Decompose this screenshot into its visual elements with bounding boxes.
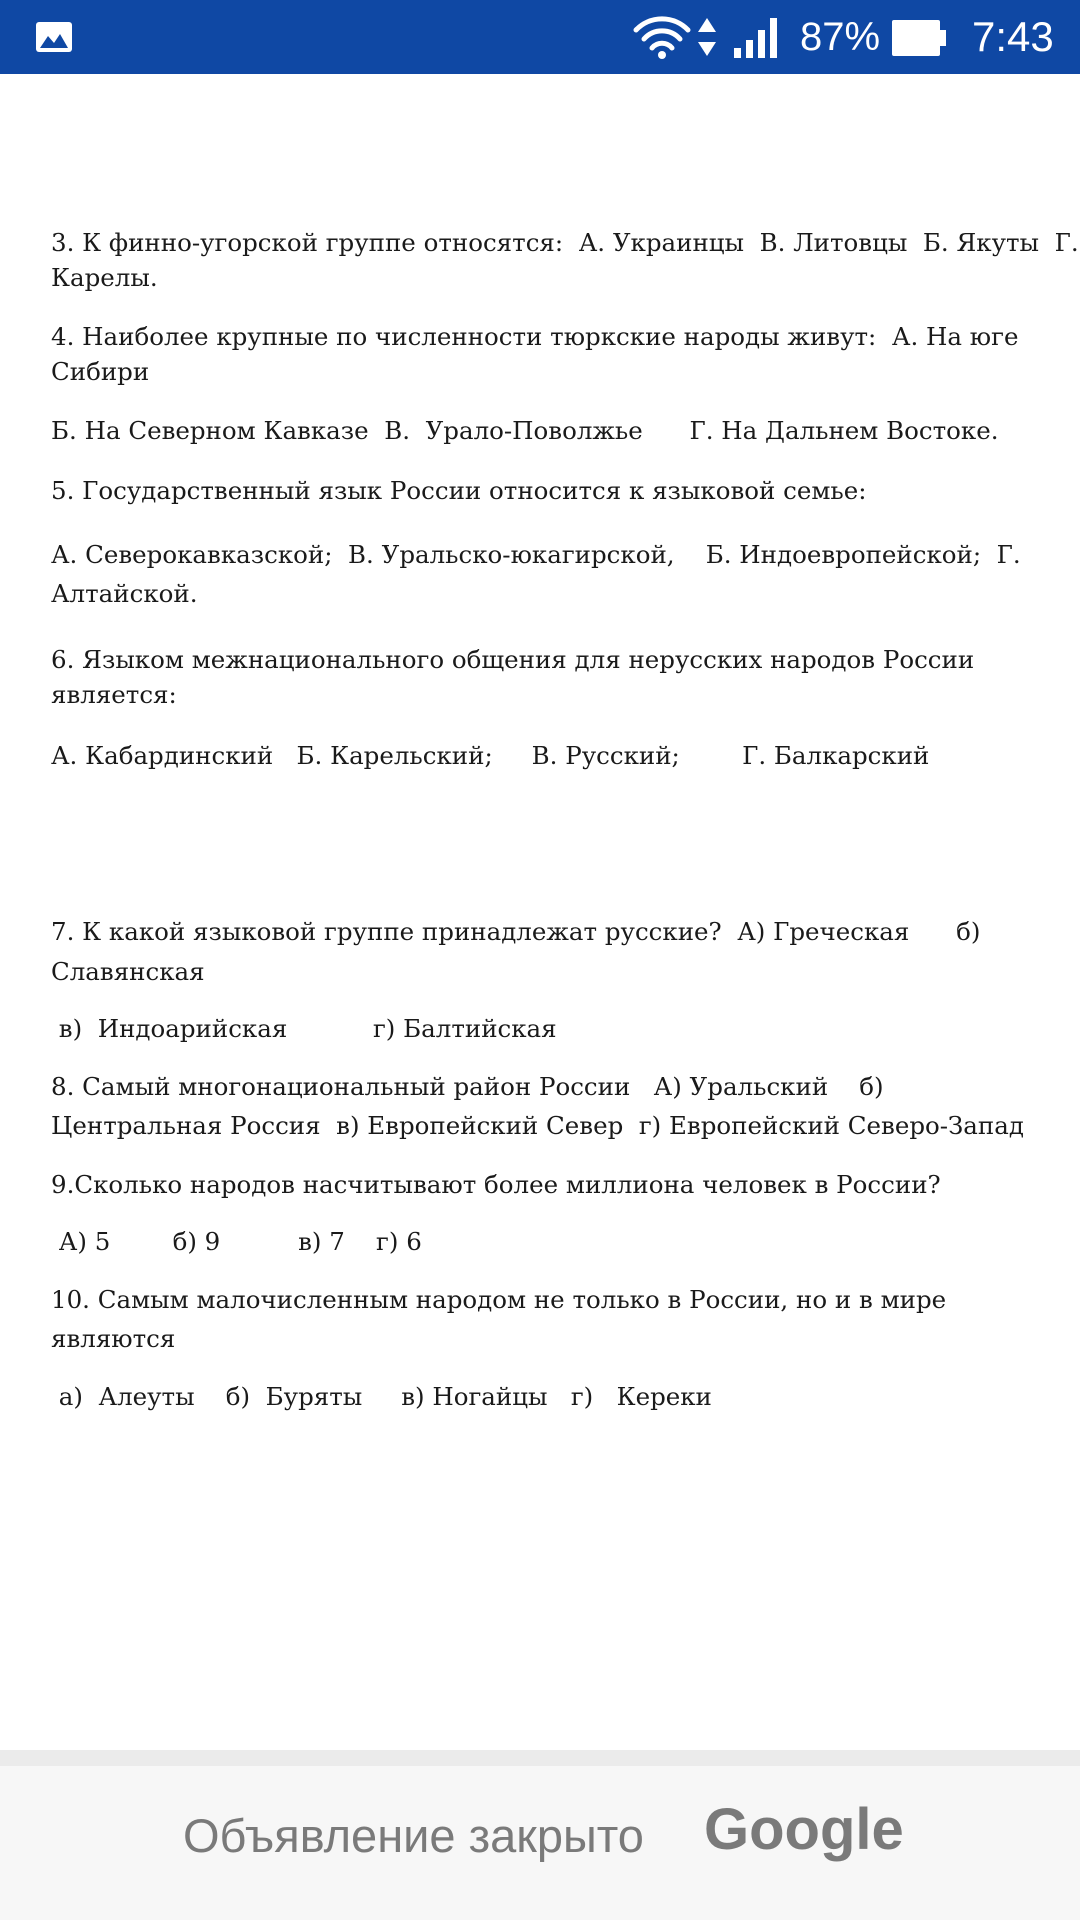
question-8-line-1: 8. Самый многонациональный район России А) Уральский б) (51, 1072, 884, 1101)
question-7-line-1: 7. К какой языковой группе принадлежат русские? А) Греческая б) (51, 917, 981, 946)
question-6-options: А. Кабардинский Б. Карельский; В. Русский; Г. Балкарский (51, 741, 930, 770)
battery-icon (890, 18, 950, 63)
question-4-line-1: 4. Наиболее крупные по численности тюркские народы живут: А. На юге (51, 322, 1019, 351)
question-9-text: 9.Сколько народов насчитывают более миллиона человек в России? (51, 1170, 941, 1199)
ad-separator (0, 1750, 1080, 1766)
question-10-options: а) Алеуты б) Буряты в) Ногайцы г) Кереки (51, 1382, 712, 1411)
question-6-line-1: 6. Языком межнационального общения для нерусских народов России (51, 645, 975, 674)
status-bar (0, 0, 1080, 74)
question-3-line-1: 3. К финно-угорской группе относятся: А. Украинцы В. Литовцы Б. Якуты Г. (51, 228, 1079, 257)
question-7-line-2: Славянская (51, 957, 205, 986)
question-5-text: 5. Государственный язык России относится к языковой семье: (51, 476, 867, 505)
question-10-line-1: 10. Самым малочисленным народом не только в России, но и в мире (51, 1285, 947, 1314)
question-4-line-2: Сибири (51, 357, 150, 386)
question-10-line-2: являются (51, 1324, 176, 1353)
question-5-options-line-1: А. Северокавказской; В. Уральско-юкагирской, Б. Индоевропейской; Г. (51, 540, 1021, 569)
signal-icon (732, 16, 784, 65)
question-9-options: А) 5 б) 9 в) 7 г) 6 (51, 1227, 422, 1256)
data-arrows-icon (696, 16, 718, 63)
document-page (0, 74, 1080, 1750)
ad-closed-message: Объявление закрыто (183, 1809, 644, 1862)
question-3-line-2: Карелы. (51, 263, 158, 292)
battery-percent: 87% (800, 15, 881, 59)
clock: 7:43 (972, 13, 1054, 60)
question-8-line-2: Центральная Россия в) Европейский Север г) Европейский Северо-Запад (51, 1111, 1024, 1140)
gallery-icon (34, 20, 74, 59)
question-6-line-2: является: (51, 680, 177, 709)
question-5-options-line-2: Алтайской. (51, 579, 198, 608)
ad-banner[interactable] (0, 1766, 1080, 1920)
question-4-options: Б. На Северном Кавказе В. Урало-Поволжье Г. На Дальнем Востоке. (51, 416, 999, 445)
google-logo: Google (704, 1797, 904, 1862)
question-7-options: в) Индоарийская г) Балтийская (51, 1014, 557, 1043)
wifi-icon (632, 14, 692, 65)
